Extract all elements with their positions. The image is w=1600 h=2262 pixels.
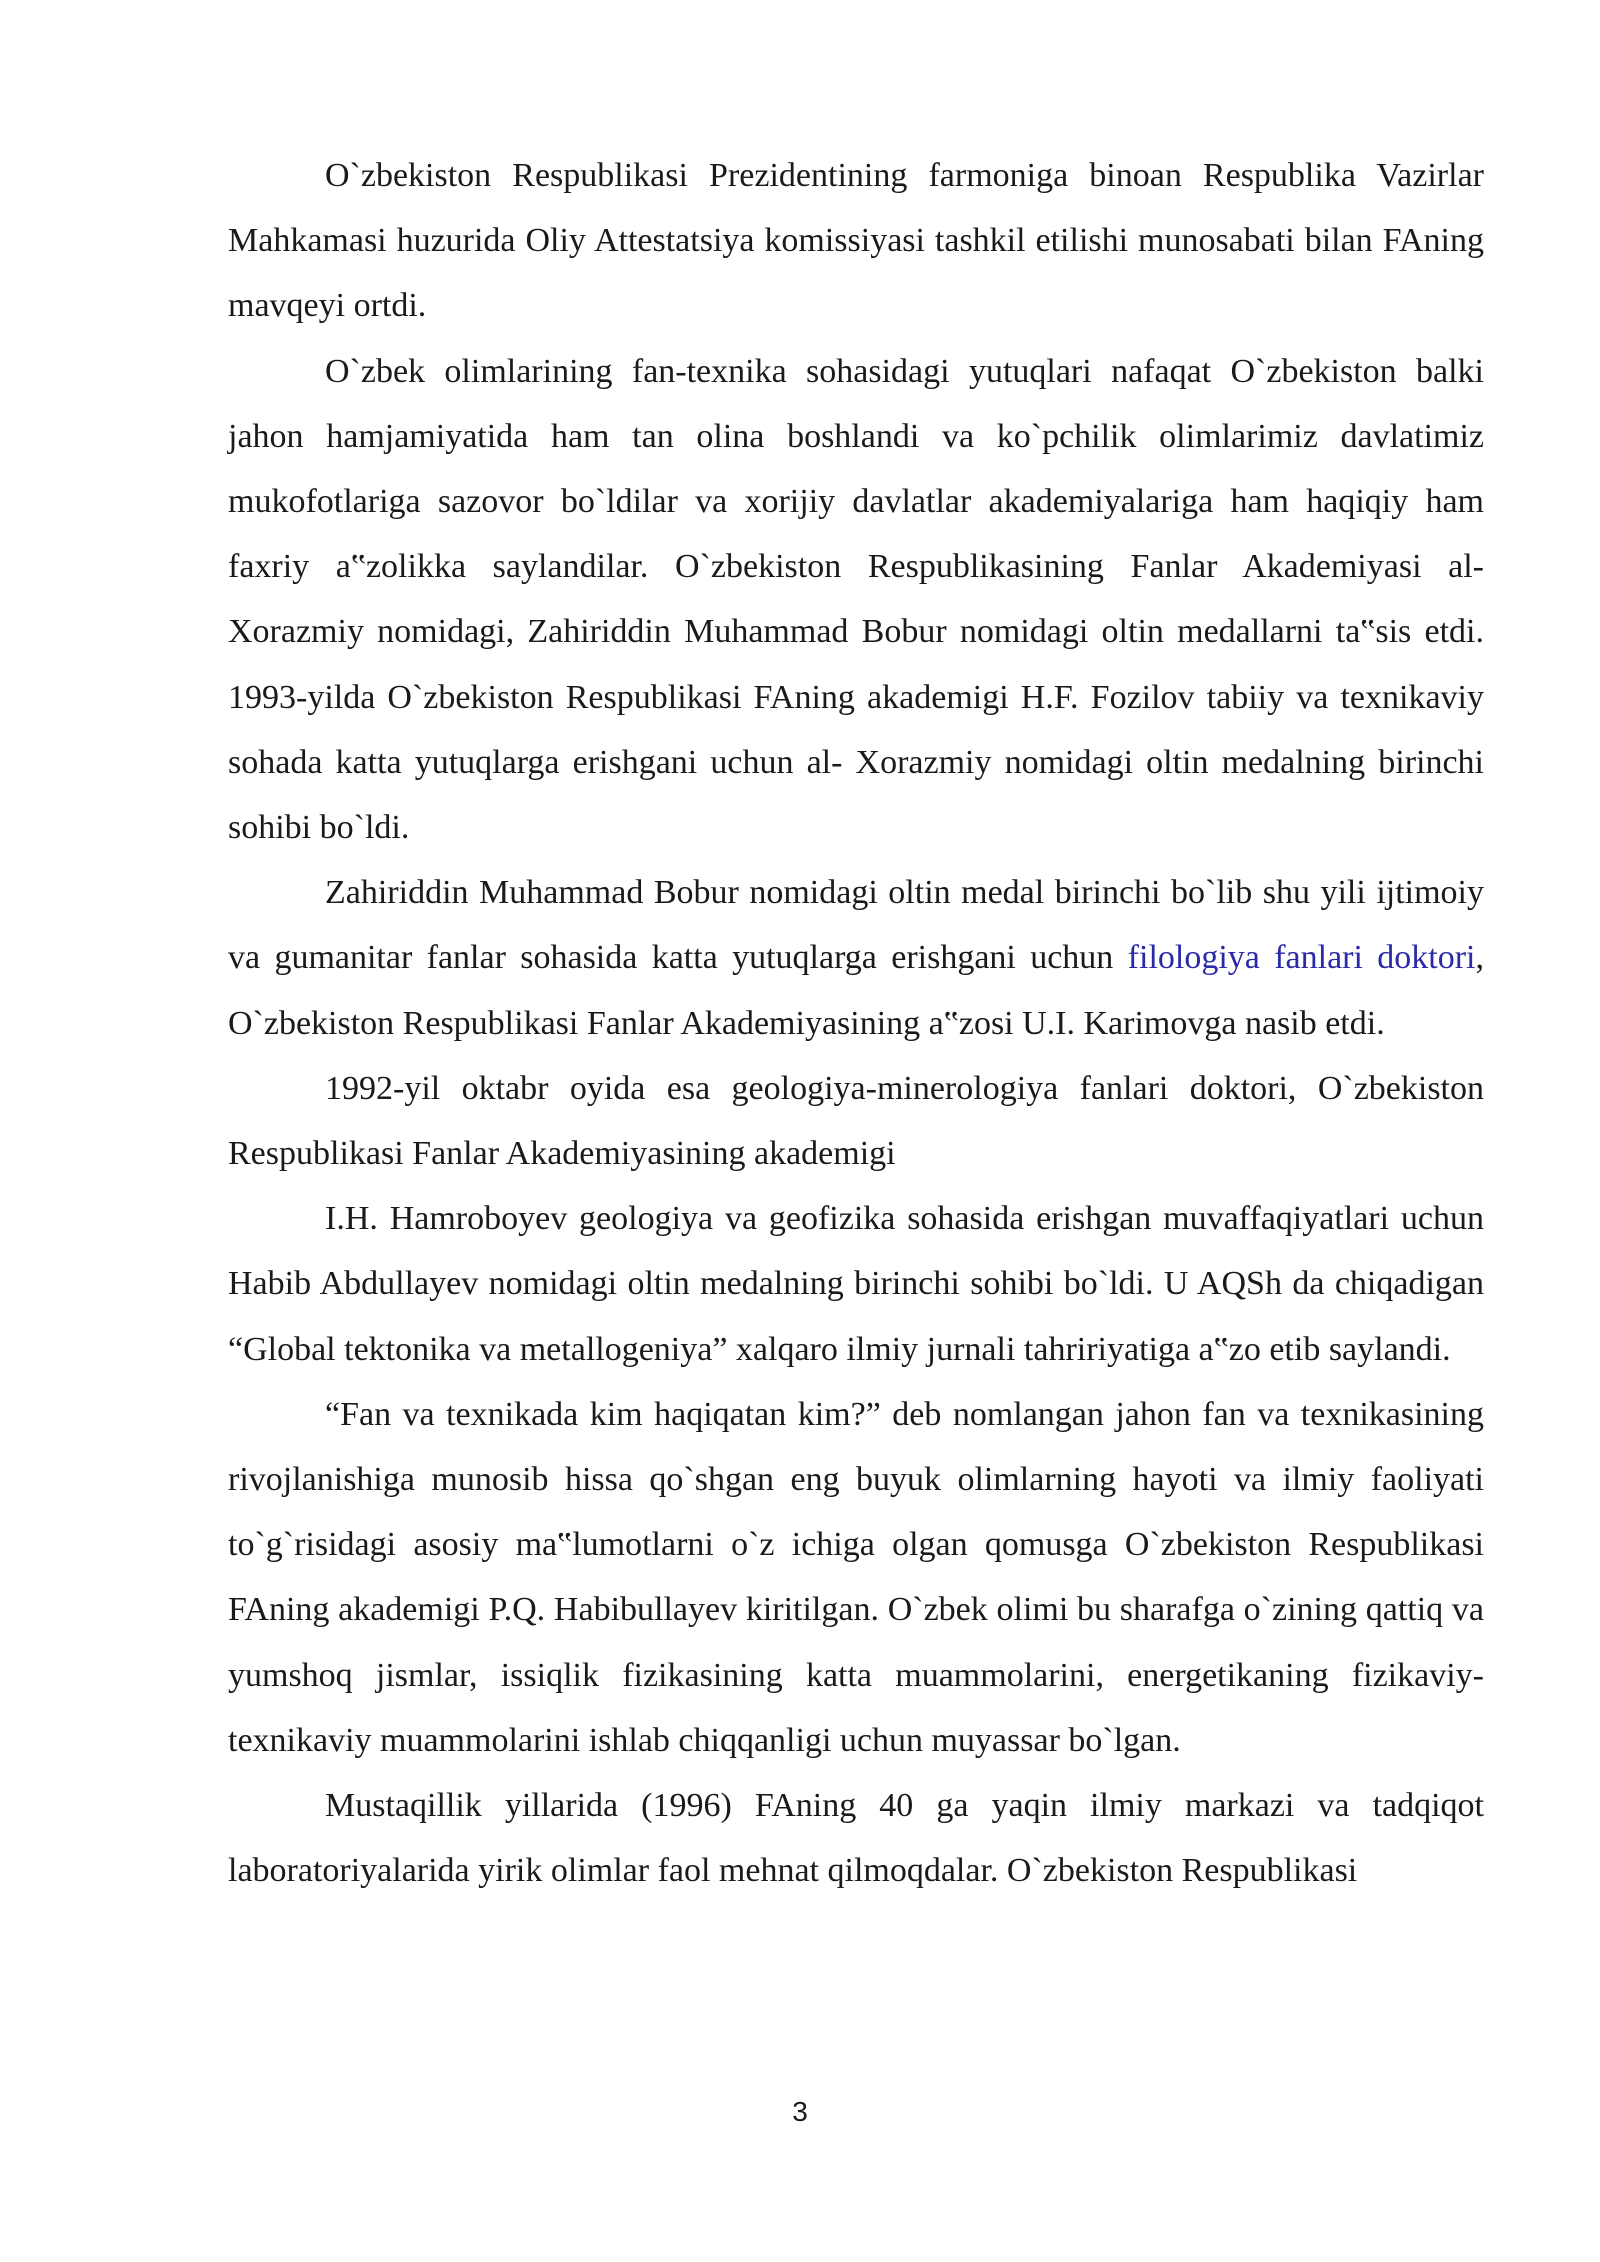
document-body [228,143,1484,1903]
page-number: 3 [792,2096,808,2127]
paragraph-prezident-farmoni: O`zbekiston Respublikasi Prezidentining farmoniga binoan Respublika Vazirlar Mahkamasi huzurida Oliy Attestatsiya komissiyasi tashkil etilishi munosabati bilan FAning mavqeyi ortdi. [228,157,1484,325]
paragraph-fan-va-texnika: “Fan va texnikada kim haqiqatan kim?” deb nomlangan jahon fan va texnikasining rivojlanishiga munosib hissa qo`shgan eng buyuk olimlarning hayoti va ilmiy faoliyati to`g`risidagi asosiy ma‟lumotlarni o`z ichiga olgan qomusga O`zbekiston Respublikasi FAning akademigi P.Q. Habibullayev kiritilgan. O`zbek olimi bu sharafga o`zining qattiq va yumshoq jismlar, issiqlik fizikasining katta muammolarini, energetikaning fizikaviy- texnikaviy muammolarini ishlab chiqqanligi uchun muyassar bo`lgan. [228,1395,1484,1759]
filologiya-link[interactable]: filologiya fanlari doktori [1127,939,1476,977]
paragraph-1992-yil: 1992-yil oktabr oyida esa geologiya-minerologiya fanlari doktori, O`zbekiston Respublikasi Fanlar Akademiyasining akademigi [228,1069,1484,1173]
paragraph-hamroboyev: I.H. Hamroboyev geologiya va geofizika sohasida erishgan muvaffaqiyatlari uchun Habib Abdullayev nomidagi oltin medalning birinchi sohibi bo`ldi. U AQSh da chiqadigan “Global tektonika va metallogeniya” xalqaro ilmiy jurnali tahririyatiga a‟zo etib saylandi. [228,1200,1484,1368]
paragraph-text: Zahiriddin Muhammad Bobur nomidagi oltin medal birinchi bo`lib shu yili ijtimoiy va gumanitar fanlar sohasida katta yutuqlarga erishgani uchun [228,874,1484,977]
paragraph-mustaqillik-yillari: Mustaqillik yillarida (1996) FAning 40 ga yaqin ilmiy markazi va tadqiqot laboratoriyalarida yirik olimlar faol mehnat qilmoqdalar. O`zbekiston Respublikasi [228,1787,1484,1890]
paragraph-text: , O`zbekiston Respublikasi Fanlar Akademiyasining a‟zosi U.I. Karimovga nasib etdi. [228,939,1485,1042]
paragraph-bobur-medali [228,860,1484,1056]
paragraph-olimlar-yutuqlari: O`zbek olimlarining fan-texnika sohasidagi yutuqlari nafaqat O`zbekiston balki jahon hamjamiyatida ham tan olina boshlandi va ko`pchilik olimlarimiz davlatimiz mukofotlariga sazovor bo`ldilar va xorijiy davlatlar akademiyalariga ham haqiqiy ham faxriy a‟zolikka saylandilar. O`zbekiston Respublikasining Fanlar Akademiyasi al-Xorazmiy nomidagi, Zahiriddin Muhammad Bobur nomidagi oltin medallarni ta‟sis etdi. 1993-yilda O`zbekiston Respublikasi FAning akademigi H.F. Fozilov tabiiy va texnikaviy sohada katta yutuqlarga erishgani uchun al- Xorazmiy nomidagi oltin medalning birinchi sohibi bo`ldi. [228,352,1484,847]
